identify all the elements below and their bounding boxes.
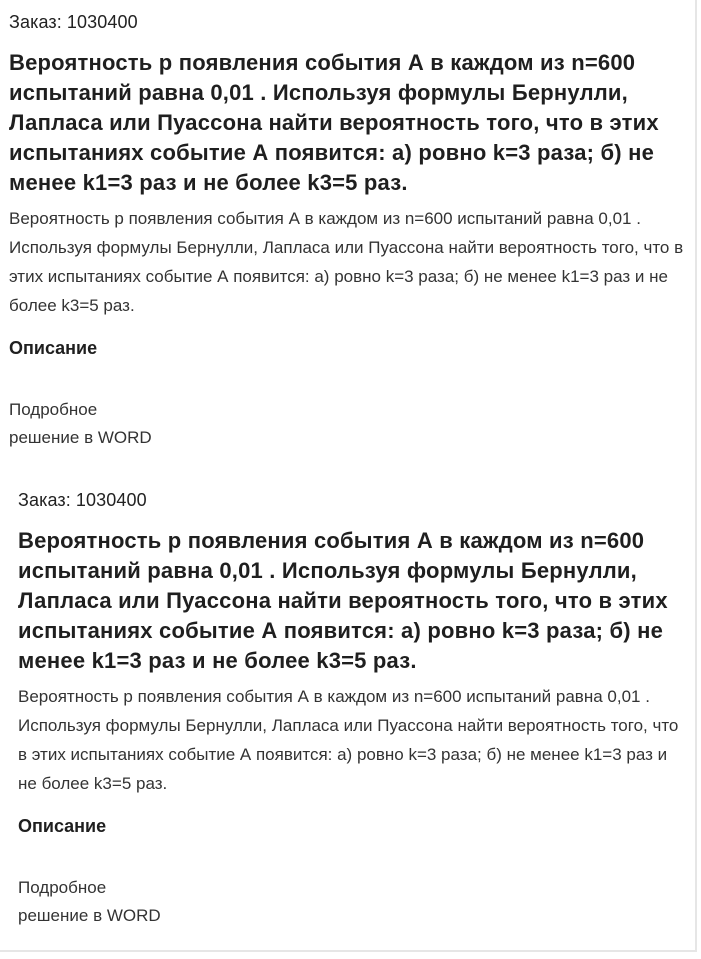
order-number: Заказ: 1030400: [9, 12, 138, 32]
problem-description: Вероятность р появления события А в каждом из n=600 испытаний равна 0,01 . Используя формулы Бернулли, Лапласа или Пуассона найти вероятность того, что в этих испытаниях событие А появится: а) ровно k=3 раза; б) не менее k1=3 раз и не более k3=5 раз.: [9, 209, 684, 315]
solution-line-1: Подробное: [18, 878, 107, 897]
solution-line-2: решение в WORD: [9, 428, 152, 447]
problem-description: Вероятность р появления события А в каждом из n=600 испытаний равна 0,01 . Используя формулы Бернулли, Лапласа или Пуассона найти вероятность того, что в этих испытаниях событие А появится: а) ровно k=3 раза; б) не менее k1=3 раз и не более k3=5 раз.: [18, 687, 679, 793]
description-heading: Описание: [18, 816, 107, 836]
order-card-1: [9, 8, 691, 452]
solution-line-1: Подробное: [9, 400, 98, 419]
description-heading: Описание: [9, 338, 98, 358]
problem-title: Вероятность р появления события А в каждом из n=600 испытаний равна 0,01 . Используя формулы Бернулли, Лапласа или Пуассона найти вероятность того, что в этих испытаниях событие А появится: а) ровно k=3 раза; б) не менее k1=3 раз и не более k3=5 раз.: [9, 50, 659, 195]
solution-info: [9, 396, 691, 452]
solution-line-2: решение в WORD: [18, 906, 161, 925]
order-card-2: [18, 486, 682, 930]
order-number: Заказ: 1030400: [18, 490, 147, 510]
solution-info: [18, 874, 682, 930]
problem-title: Вероятность р появления события А в каждом из n=600 испытаний равна 0,01 . Используя формулы Бернулли, Лапласа или Пуассона найти вероятность того, что в этих испытаниях событие А появится: а) ровно k=3 раза; б) не менее k1=3 раз и не более k3=5 раз.: [18, 528, 668, 673]
